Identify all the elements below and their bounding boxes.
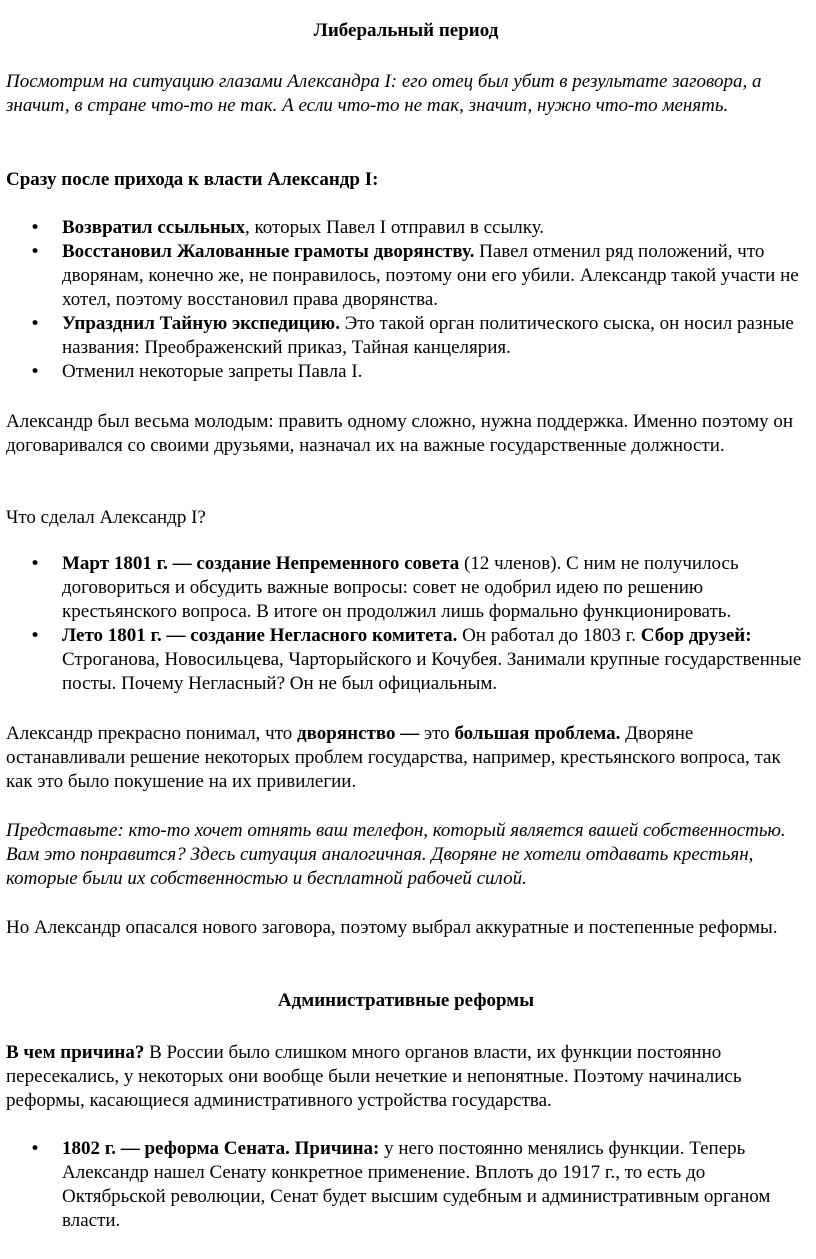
list-item: • Лето 1801 г. — создание Негласного комитета. Он работал до 1803 г. Сбор друзей: Строганова, Новосильцева, Чарторыйского и Кочубея. Занимали крупные государственные посты. Почему Негласный? Он не был официальным.	[0, 624, 806, 696]
list-item: • Возвратил ссыльных, которых Павел I отправил в ссылку.	[0, 216, 806, 240]
question-what-did-alexander-do: Что сделал Александр I?	[6, 507, 206, 528]
administrative-reforms-list	[0, 1137, 806, 1233]
accession-actions-list	[0, 216, 806, 384]
paragraph-nobility-problem: Александр прекрасно понимал, что дворянство — это большая проблема. Дворяне останавливали решение некоторых проблем государства, например, крестьянского вопроса, так как это было покушение на их привилегии.	[6, 723, 781, 792]
list-item: • Март 1801 г. — создание Непременного совета (12 членов). С ним не получилось договориться и обсудить важные вопросы: совет не одобрил идею по решению крестьянского вопроса. В итоге он продолжил лишь формально функционировать.	[0, 552, 806, 624]
paragraph-young-alexander: Александр был весьма молодым: править одному сложно, нужна поддержка. Именно поэтому он договаривался со своими друзьями, назначал их на важные государственные должности.	[6, 411, 794, 456]
list-item: • Упразднил Тайную экспедицию. Это такой орган политического сыска, он носил разные названия: Преображенский приказ, Тайная канцелярия.	[0, 312, 806, 360]
alexander-actions-list	[0, 552, 806, 696]
list-item: • 1802 г. — реформа Сената. Причина: у него постоянно менялись функции. Теперь Александр нашел Сенату конкретное применение. Вплоть до 1917 г., то есть до Октябрьской революции, Сенат будет высшим судебным и административным органом власти.	[0, 1137, 806, 1233]
section-title-after-accession: Сразу после прихода к власти Александр I:	[6, 169, 379, 190]
heading-administrative-reforms: Административные реформы	[277, 990, 535, 1011]
list-item: • Восстановил Жалованные грамоты дворянству. Павел отменил ряд положений, что дворянам, конечно же, не понравилось, поэтому они его убили. Александр такой участи не хотел, поэтому восстановил права дворянства.	[0, 240, 806, 312]
heading-liberal-period: Либеральный период	[313, 20, 499, 41]
paragraph-gradual-reforms: Но Александр опасался нового заговора, поэтому выбрал аккуратные и постепенные реформы.	[6, 917, 778, 938]
italic-analogy-paragraph: Представьте: кто-то хочет отнять ваш телефон, который является вашей собственностью. Вам это понравится? Здесь ситуация аналогичная. Дворяне не хотели отдавать крестьян, которые были их собственностью и бесплатной рабочей силой.	[6, 820, 786, 889]
list-item: • Отменил некоторые запреты Павла I.	[0, 360, 806, 384]
paragraph-reform-reason: В чем причина? В России было слишком много органов власти, их функции постоянно пересекались, у некоторых они вообще были нечеткие и непонятные. Поэтому начинались реформы, касающиеся административного устройства государства.	[6, 1042, 742, 1111]
intro-paragraph: Посмотрим на ситуацию глазами Александра I: его отец был убит в результате заговора, а значит, в стране что-то не так. А если что-то не так, значит, нужно что-то менять.	[6, 71, 762, 116]
